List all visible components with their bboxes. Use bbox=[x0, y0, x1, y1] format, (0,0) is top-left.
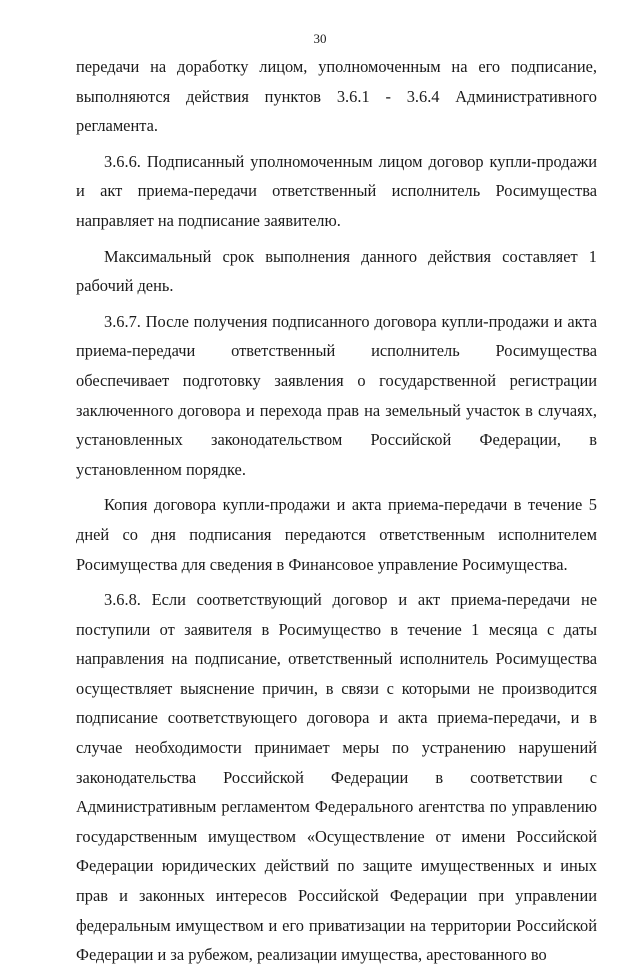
paragraph-continuation: передачи на доработку лицом, уполномоченным на его подписание, выполняются действия пунктов 3.6.1 - 3.6.4 Административного регламента. bbox=[76, 57, 597, 136]
page-number: 30 bbox=[313, 31, 327, 46]
paragraph-3-6-8: 3.6.8. Если соответствующий договор и акт приема-передачи не поступили от заявителя в Росимущество в течение 1 месяца с даты направления на подписание, ответственный исполнитель Росимущества осуществляет выяснение причин, в связи с которыми не производится подписание соответствующего договора и акта приема-передачи, и в случае необходимости принимает меры по устранению нарушений законодательства Российской Федерации в соответствии с Административным регламентом Федерального агентства по управлению государственным имуществом «Осуществление от имени Российской Федерации юридических действий по защите имущественных и иных прав и законных интересов Российской Федерации при управлении федеральным имуществом и его приватизации на территории Российской Федерации и за рубежом, реализации имущества, арестованного во bbox=[76, 590, 597, 965]
paragraph-copy-transfer: Копия договора купли-продажи и акта приема-передачи в течение 5 дней со дня подписания передаются ответственным исполнителем Росимущества для сведения в Финансовое управление Росимущества. bbox=[76, 495, 597, 574]
paragraph-3-6-7: 3.6.7. После получения подписанного договора купли-продажи и акта приема-передачи ответственный исполнитель Росимущества обеспечивает подготовку заявления о государственной регистрации заключенного договора и перехода прав на земельный участок в случаях, установленных законодательством Российской Федерации, в установленном порядке. bbox=[76, 311, 597, 479]
paragraph-deadline: Максимальный срок выполнения данного действия составляет 1 рабочий день. bbox=[76, 246, 597, 296]
paragraph-3-6-6: 3.6.6. Подписанный уполномоченным лицом договор купли-продажи и акт приема-передачи ответственный исполнитель Росимущества направляет на подписание заявителю. bbox=[76, 151, 597, 230]
document-body bbox=[76, 52, 597, 976]
